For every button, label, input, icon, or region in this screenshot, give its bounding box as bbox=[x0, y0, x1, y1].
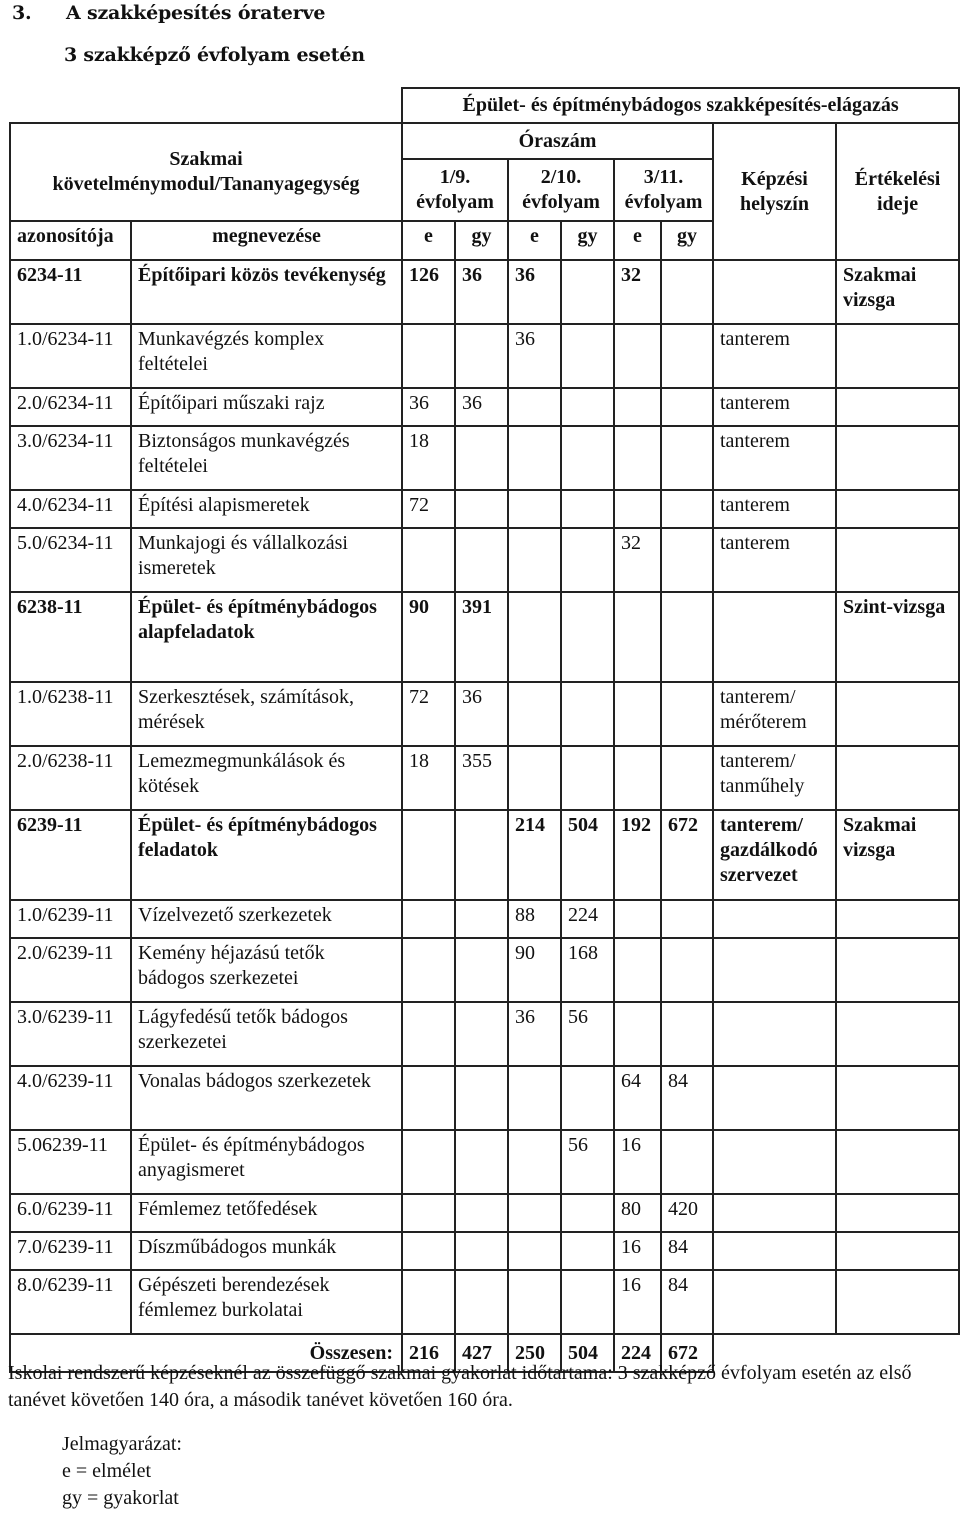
total-gy3: 672 bbox=[661, 1334, 713, 1372]
cell-id: 4.0/6234-11 bbox=[10, 490, 131, 528]
cell-gy2 bbox=[561, 324, 614, 388]
cell-e2 bbox=[508, 592, 561, 682]
cell-name: Biztonságos munkavégzés feltételei bbox=[131, 426, 402, 490]
table-row bbox=[10, 324, 959, 388]
cell-assess bbox=[836, 1130, 959, 1194]
year-3-header: 3/11. évfolyam bbox=[614, 159, 713, 221]
cell-gy3 bbox=[661, 900, 713, 938]
cell-gy1 bbox=[455, 938, 508, 1002]
gy-header-1: gy bbox=[455, 221, 508, 260]
e-header-3: e bbox=[614, 221, 661, 260]
header-row-hours bbox=[10, 123, 959, 159]
e-header-2: e bbox=[508, 221, 561, 260]
cell-assess bbox=[836, 426, 959, 490]
cell-gy3 bbox=[661, 528, 713, 592]
cell-gy3 bbox=[661, 1130, 713, 1194]
table-row bbox=[10, 388, 959, 426]
cell-gy1 bbox=[455, 810, 508, 900]
cell-name: Vízelvezető szerkezetek bbox=[131, 900, 402, 938]
cell-assess bbox=[836, 900, 959, 938]
legend bbox=[62, 1431, 182, 1512]
cell-assess bbox=[836, 1270, 959, 1334]
cell-loc bbox=[713, 900, 836, 938]
table-row bbox=[10, 1002, 959, 1066]
cell-id: 5.0/6234-11 bbox=[10, 528, 131, 592]
total-e3: 224 bbox=[614, 1334, 661, 1372]
cell-e2 bbox=[508, 1194, 561, 1232]
cell-gy1 bbox=[455, 528, 508, 592]
cell-e3: 16 bbox=[614, 1270, 661, 1334]
cell-name: Vonalas bádogos szerkezetek bbox=[131, 1066, 402, 1130]
cell-assess bbox=[836, 1194, 959, 1232]
cell-e3: 16 bbox=[614, 1232, 661, 1270]
cell-e2 bbox=[508, 426, 561, 490]
cell-e3 bbox=[614, 900, 661, 938]
cell-loc: tanterem/ gazdálkodó szervezet bbox=[713, 810, 836, 900]
cell-name: Díszműbádogos munkák bbox=[131, 1232, 402, 1270]
cell-e1 bbox=[402, 938, 455, 1002]
curriculum-table bbox=[9, 87, 960, 1373]
practice-note: Iskolai rendszerű képzéseknél az összefüggő szakmai gyakorlat időtartama: 3 szakképző évfolyam esetén az első tanévet követően 140 óra, a második tanévet követően 160 óra. bbox=[8, 1362, 912, 1411]
id-header: azonosítója bbox=[10, 221, 131, 260]
cell-assess bbox=[836, 1066, 959, 1130]
cell-gy1 bbox=[455, 1270, 508, 1334]
cell-assess bbox=[836, 1002, 959, 1066]
cell-gy2 bbox=[561, 1232, 614, 1270]
cell-assess bbox=[836, 528, 959, 592]
cell-e1: 90 bbox=[402, 592, 455, 682]
cell-gy2: 56 bbox=[561, 1130, 614, 1194]
year-1-header: 1/9. évfolyam bbox=[402, 159, 508, 221]
cell-id: 3.0/6234-11 bbox=[10, 426, 131, 490]
cell-e1 bbox=[402, 1002, 455, 1066]
cell-gy2 bbox=[561, 426, 614, 490]
cell-name: Gépészeti berendezések fémlemez burkolatai bbox=[131, 1270, 402, 1334]
cell-e3: 192 bbox=[614, 810, 661, 900]
section-subtitle: 3 szakképző évfolyam esetén bbox=[64, 44, 365, 66]
cell-gy2: 56 bbox=[561, 1002, 614, 1066]
cell-gy2 bbox=[561, 682, 614, 746]
table-row bbox=[10, 682, 959, 746]
cell-e1: 126 bbox=[402, 260, 455, 324]
cell-id: 5.06239-11 bbox=[10, 1130, 131, 1194]
year-2-header: 2/10. évfolyam bbox=[508, 159, 614, 221]
cell-gy1: 36 bbox=[455, 388, 508, 426]
cell-loc: tanterem bbox=[713, 528, 836, 592]
table-row bbox=[10, 1066, 959, 1130]
cell-e3: 32 bbox=[614, 260, 661, 324]
gy-header-3: gy bbox=[661, 221, 713, 260]
cell-name: Épület- és építménybádogos feladatok bbox=[131, 810, 402, 900]
e-header-1: e bbox=[402, 221, 455, 260]
cell-gy1 bbox=[455, 1232, 508, 1270]
cell-assess bbox=[836, 746, 959, 810]
cell-gy2 bbox=[561, 528, 614, 592]
cell-e3 bbox=[614, 324, 661, 388]
cell-e1 bbox=[402, 900, 455, 938]
cell-gy3: 672 bbox=[661, 810, 713, 900]
cell-gy3: 84 bbox=[661, 1232, 713, 1270]
cell-gy3: 84 bbox=[661, 1270, 713, 1334]
cell-name: Építési alapismeretek bbox=[131, 490, 402, 528]
table-row bbox=[10, 490, 959, 528]
cell-e3 bbox=[614, 592, 661, 682]
cell-e3: 16 bbox=[614, 1130, 661, 1194]
cell-id: 7.0/6239-11 bbox=[10, 1232, 131, 1270]
cell-gy1 bbox=[455, 1130, 508, 1194]
cell-assess bbox=[836, 682, 959, 746]
cell-e1: 36 bbox=[402, 388, 455, 426]
cell-id: 8.0/6239-11 bbox=[10, 1270, 131, 1334]
cell-gy1: 36 bbox=[455, 682, 508, 746]
cell-e2 bbox=[508, 1066, 561, 1130]
table-row bbox=[10, 528, 959, 592]
cell-gy3 bbox=[661, 938, 713, 1002]
cell-gy3 bbox=[661, 682, 713, 746]
cell-e3 bbox=[614, 388, 661, 426]
cell-id: 6234-11 bbox=[10, 260, 131, 324]
cell-id: 4.0/6239-11 bbox=[10, 1066, 131, 1130]
cell-name: Épület- és építménybádogos anyagismeret bbox=[131, 1130, 402, 1194]
cell-gy1 bbox=[455, 426, 508, 490]
cell-e3: 64 bbox=[614, 1066, 661, 1130]
cell-gy2 bbox=[561, 260, 614, 324]
cell-gy3 bbox=[661, 324, 713, 388]
cell-e1 bbox=[402, 528, 455, 592]
cell-gy1: 355 bbox=[455, 746, 508, 810]
cell-e1 bbox=[402, 1232, 455, 1270]
cell-assess: Szint-vizsga bbox=[836, 592, 959, 682]
cell-e3 bbox=[614, 938, 661, 1002]
cell-loc bbox=[713, 938, 836, 1002]
table-row bbox=[10, 746, 959, 810]
legend-item-practice: gy = gyakorlat bbox=[62, 1487, 179, 1509]
cell-id: 2.0/6239-11 bbox=[10, 938, 131, 1002]
cell-e1: 72 bbox=[402, 682, 455, 746]
cell-e3 bbox=[614, 490, 661, 528]
cell-gy1 bbox=[455, 324, 508, 388]
cell-gy2 bbox=[561, 388, 614, 426]
cell-e2: 88 bbox=[508, 900, 561, 938]
cell-name: Munkavégzés komplex feltételei bbox=[131, 324, 402, 388]
cell-name: Építőipari műszaki rajz bbox=[131, 388, 402, 426]
cell-e2 bbox=[508, 682, 561, 746]
cell-loc bbox=[713, 260, 836, 324]
cell-gy2 bbox=[561, 1194, 614, 1232]
cell-gy2 bbox=[561, 1270, 614, 1334]
cell-e2: 36 bbox=[508, 1002, 561, 1066]
cell-loc bbox=[713, 1002, 836, 1066]
cell-loc bbox=[713, 1066, 836, 1130]
cell-e2 bbox=[508, 388, 561, 426]
cell-e3 bbox=[614, 682, 661, 746]
table-title: Épület- és építménybádogos szakképesítés-elágazás bbox=[402, 88, 959, 123]
cell-gy3 bbox=[661, 490, 713, 528]
cell-gy3: 84 bbox=[661, 1066, 713, 1130]
cell-gy3 bbox=[661, 592, 713, 682]
cell-assess: Szakmai vizsga bbox=[836, 260, 959, 324]
cell-e3 bbox=[614, 746, 661, 810]
cell-gy1: 36 bbox=[455, 260, 508, 324]
cell-loc bbox=[713, 1232, 836, 1270]
cell-gy1 bbox=[455, 900, 508, 938]
total-e2: 250 bbox=[508, 1334, 561, 1372]
table-row bbox=[10, 900, 959, 938]
cell-loc: tanterem bbox=[713, 388, 836, 426]
cell-assess bbox=[836, 388, 959, 426]
cell-name: Kemény héjazású tetők bádogos szerkezetei bbox=[131, 938, 402, 1002]
cell-gy2: 224 bbox=[561, 900, 614, 938]
table-row bbox=[10, 1130, 959, 1194]
cell-name: Lemezmegmunkálások és kötések bbox=[131, 746, 402, 810]
cell-assess bbox=[836, 938, 959, 1002]
cell-gy1: 391 bbox=[455, 592, 508, 682]
section-number: 3. bbox=[12, 2, 32, 24]
cell-name: Lágyfedésű tetők bádogos szerkezetei bbox=[131, 1002, 402, 1066]
total-e1: 216 bbox=[402, 1334, 455, 1372]
cell-gy1 bbox=[455, 1066, 508, 1130]
cell-e3 bbox=[614, 426, 661, 490]
cell-e3: 32 bbox=[614, 528, 661, 592]
cell-e1 bbox=[402, 324, 455, 388]
cell-e1 bbox=[402, 1130, 455, 1194]
cell-id: 3.0/6239-11 bbox=[10, 1002, 131, 1066]
module-row bbox=[10, 810, 959, 900]
cell-name: Munkajogi és vállalkozási ismeretek bbox=[131, 528, 402, 592]
cell-loc: tanterem bbox=[713, 490, 836, 528]
cell-e2 bbox=[508, 1130, 561, 1194]
cell-id: 2.0/6238-11 bbox=[10, 746, 131, 810]
cell-gy2 bbox=[561, 592, 614, 682]
cell-gy2: 168 bbox=[561, 938, 614, 1002]
gy-header-2: gy bbox=[561, 221, 614, 260]
cell-gy3 bbox=[661, 260, 713, 324]
cell-e2: 214 bbox=[508, 810, 561, 900]
cell-id: 6239-11 bbox=[10, 810, 131, 900]
cell-gy3 bbox=[661, 1002, 713, 1066]
cell-assess bbox=[836, 490, 959, 528]
cell-gy2 bbox=[561, 490, 614, 528]
total-gy1: 427 bbox=[455, 1334, 508, 1372]
table-row bbox=[10, 1270, 959, 1334]
table-row bbox=[10, 1194, 959, 1232]
cell-loc bbox=[713, 1130, 836, 1194]
cell-e2 bbox=[508, 1232, 561, 1270]
cell-loc bbox=[713, 1194, 836, 1232]
cell-e1: 72 bbox=[402, 490, 455, 528]
cell-id: 6238-11 bbox=[10, 592, 131, 682]
legend-title: Jelmagyarázat: bbox=[62, 1433, 182, 1455]
cell-e2 bbox=[508, 528, 561, 592]
cell-loc: tanterem bbox=[713, 324, 836, 388]
cell-e2 bbox=[508, 746, 561, 810]
cell-gy2 bbox=[561, 1066, 614, 1130]
cell-e1 bbox=[402, 1066, 455, 1130]
cell-e3: 80 bbox=[614, 1194, 661, 1232]
module-column-header: Szakmai követelménymodul/Tananyagegység bbox=[10, 123, 402, 221]
assessment-header: Értékelési ideje bbox=[836, 123, 959, 260]
section-title: A szakképesítés óraterve bbox=[66, 2, 326, 24]
cell-id: 1.0/6239-11 bbox=[10, 900, 131, 938]
cell-gy3 bbox=[661, 388, 713, 426]
cell-gy3: 420 bbox=[661, 1194, 713, 1232]
section-heading bbox=[12, 0, 325, 26]
cell-gy2: 504 bbox=[561, 810, 614, 900]
header-row-title bbox=[10, 88, 959, 123]
cell-e2: 36 bbox=[508, 260, 561, 324]
cell-id: 1.0/6238-11 bbox=[10, 682, 131, 746]
cell-gy3 bbox=[661, 746, 713, 810]
cell-e1: 18 bbox=[402, 426, 455, 490]
cell-id: 1.0/6234-11 bbox=[10, 324, 131, 388]
cell-name: Épület- és építménybádogos alapfeladatok bbox=[131, 592, 402, 682]
cell-loc: tanterem bbox=[713, 426, 836, 490]
total-label: Összesen: bbox=[10, 1334, 402, 1372]
cell-e1: 18 bbox=[402, 746, 455, 810]
cell-e3 bbox=[614, 1002, 661, 1066]
cell-e1 bbox=[402, 1270, 455, 1334]
cell-gy1 bbox=[455, 490, 508, 528]
cell-loc: tanterem/ mérőterem bbox=[713, 682, 836, 746]
cell-name: Fémlemez tetőfedések bbox=[131, 1194, 402, 1232]
cell-e2: 36 bbox=[508, 324, 561, 388]
legend-item-theory: e = elmélet bbox=[62, 1460, 152, 1482]
cell-gy2 bbox=[561, 746, 614, 810]
cell-assess: Szakmai vizsga bbox=[836, 810, 959, 900]
cell-gy3 bbox=[661, 426, 713, 490]
cell-name: Építőipari közös tevékenység bbox=[131, 260, 402, 324]
name-header: megnevezése bbox=[131, 221, 402, 260]
cell-e2: 90 bbox=[508, 938, 561, 1002]
hours-header: Óraszám bbox=[402, 123, 713, 159]
cell-loc bbox=[713, 592, 836, 682]
cell-e1 bbox=[402, 810, 455, 900]
total-gy2: 504 bbox=[561, 1334, 614, 1372]
table-row bbox=[10, 426, 959, 490]
cell-e2 bbox=[508, 1270, 561, 1334]
location-header: Képzési helyszín bbox=[713, 123, 836, 260]
module-row bbox=[10, 592, 959, 682]
cell-assess bbox=[836, 324, 959, 388]
cell-e1 bbox=[402, 1194, 455, 1232]
cell-id: 6.0/6239-11 bbox=[10, 1194, 131, 1232]
cell-id: 2.0/6234-11 bbox=[10, 388, 131, 426]
cell-gy1 bbox=[455, 1002, 508, 1066]
table-row bbox=[10, 1232, 959, 1270]
cell-e2 bbox=[508, 490, 561, 528]
cell-loc: tanterem/ tanműhely bbox=[713, 746, 836, 810]
table-row bbox=[10, 938, 959, 1002]
cell-name: Szerkesztések, számítások, mérések bbox=[131, 682, 402, 746]
cell-assess bbox=[836, 1232, 959, 1270]
module-row bbox=[10, 260, 959, 324]
cell-gy1 bbox=[455, 1194, 508, 1232]
cell-loc bbox=[713, 1270, 836, 1334]
